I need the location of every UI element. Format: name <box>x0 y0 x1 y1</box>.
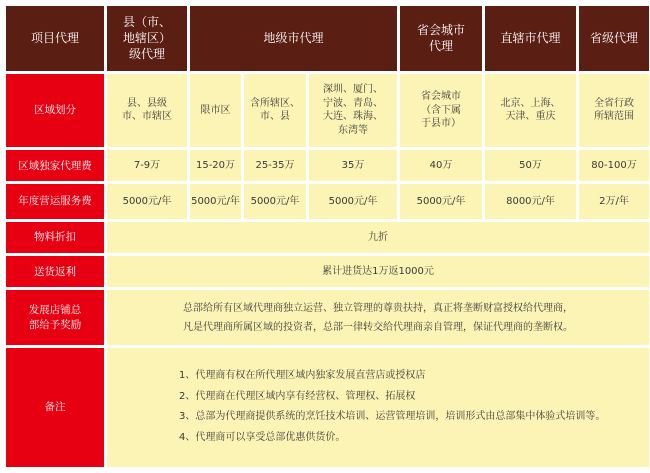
row-notes <box>6 348 649 467</box>
label-division: 区域划分 <box>6 74 104 147</box>
cell-division-municipality: 北京、上海、 天津、重庆 <box>485 74 576 147</box>
cell-division-city-major: 深圳、厦门、 宁波、青岛、 大连、珠海、 东湾等 <box>309 74 397 147</box>
header-municipality: 直辖市代理 <box>485 6 576 71</box>
cell-service-fee-province: 2万/年 <box>579 184 649 218</box>
note-line: 3、总部为代理商提供系统的烹饪技术培训、运营管理培训，培训形式由总部集中体验式培训等。 <box>179 411 606 423</box>
row-rebate <box>6 256 649 287</box>
label-rebate: 送货返利 <box>6 256 104 287</box>
cell-exclusive-fee-county: 7-9万 <box>107 150 187 181</box>
row-service-fee <box>6 184 649 218</box>
cell-service-fee-county: 5000元/年 <box>107 184 187 218</box>
row-exclusive-fee <box>6 150 649 181</box>
row-discount <box>6 222 649 253</box>
row-division <box>6 74 649 147</box>
label-discount: 物料折扣 <box>6 222 104 253</box>
cell-exclusive-fee-city-incl: 25-35万 <box>244 150 306 181</box>
agency-table <box>3 3 650 470</box>
cell-division-province: 全省行政 所辖范围 <box>579 74 649 147</box>
note-line: 1、代理商有权在所代理区域内独家发展直营店或授权店 <box>179 370 426 382</box>
cell-exclusive-fee-municipality: 50万 <box>485 150 576 181</box>
cell-service-fee-city-limit: 5000元/年 <box>190 184 241 218</box>
cell-exclusive-fee-city-limit: 15-20万 <box>190 150 241 181</box>
label-service-fee: 年度营运服务费 <box>6 184 104 218</box>
cell-exclusive-fee-city-major: 35万 <box>309 150 397 181</box>
cell-exclusive-fee-capital: 40万 <box>400 150 482 181</box>
cell-division-county: 县、县级 市、市辖区 <box>107 74 187 147</box>
cell-rebate: 累计进货达1万返1000元 <box>107 256 649 287</box>
cell-notes <box>107 348 649 467</box>
header-province: 省级代理 <box>579 6 649 71</box>
cell-service-fee-city-incl: 5000元/年 <box>244 184 306 218</box>
cell-exclusive-fee-province: 80-100万 <box>579 150 649 181</box>
cell-service-fee-city-major: 5000元/年 <box>309 184 397 218</box>
header-provincial-capital: 省会城市 代理 <box>400 6 482 71</box>
header-county: 县（市、 地辖区） 级代理 <box>107 6 187 71</box>
row-reward <box>6 290 649 344</box>
label-exclusive-fee: 区域独家代理费 <box>6 150 104 181</box>
label-notes: 备注 <box>6 348 104 467</box>
cell-reward: 总部给所有区域代理商独立运营、独立管理的尊贵扶持，真正将垄断财富授权给代理商， 凡是代理商所属区域的投资者，总部一律转交给代理商亲自管理，保证代理商的垄断权。 <box>107 290 649 344</box>
cell-service-fee-municipality: 8000元/年 <box>485 184 576 218</box>
note-line: 4、代理商可以享受总部优惠供货价。 <box>179 431 346 443</box>
cell-discount: 九折 <box>107 222 649 253</box>
header-item: 项目代理 <box>6 6 104 71</box>
cell-service-fee-capital: 5000元/年 <box>400 184 482 218</box>
cell-division-capital: 省会城市 （含下属 于县市） <box>400 74 482 147</box>
header-row <box>6 6 649 71</box>
header-city: 地级市代理 <box>190 6 397 71</box>
note-line: 2、代理商在代理区域内享有经营权、管理权、拓展权 <box>179 390 416 402</box>
cell-division-city-incl: 含所辖区、 市、县 <box>244 74 306 147</box>
label-reward: 发展店铺总 部给予奖励 <box>6 290 104 344</box>
cell-division-city-limit: 限市区 <box>190 74 241 147</box>
